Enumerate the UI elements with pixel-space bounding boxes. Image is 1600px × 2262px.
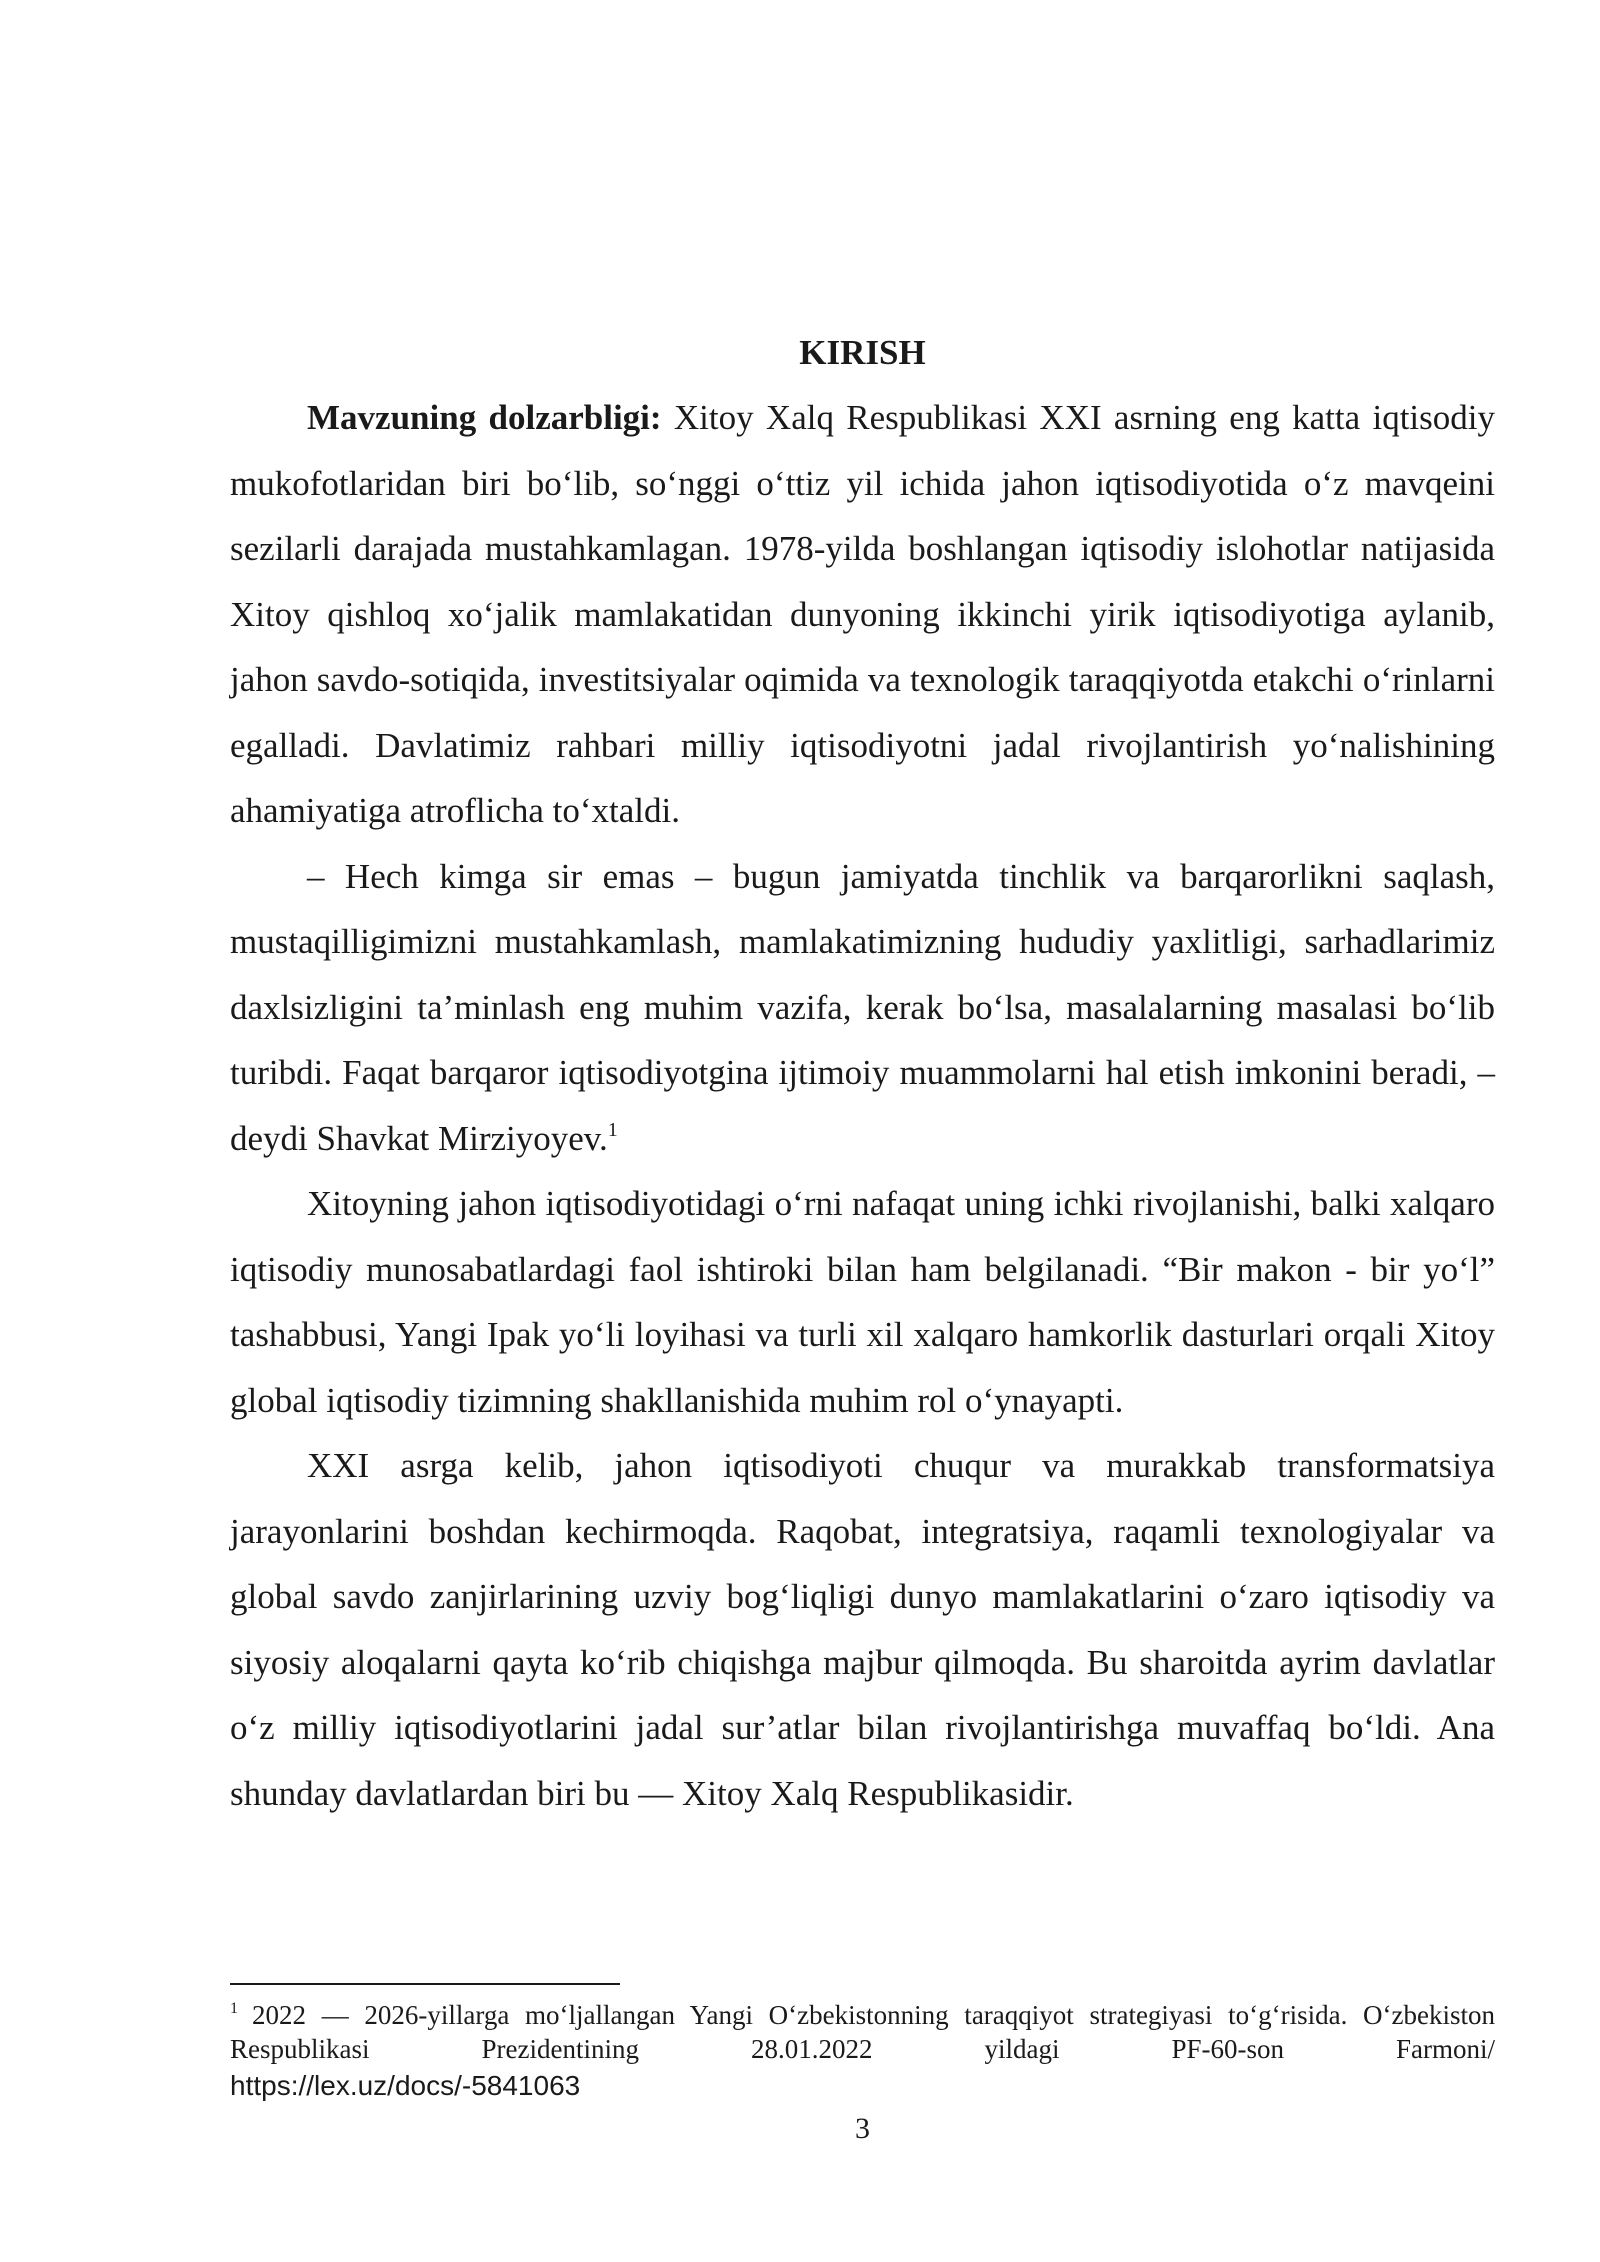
page-number: 3 <box>855 2112 870 2145</box>
paragraph-2 <box>230 844 1495 1172</box>
footnote-reference[interactable]: 1 <box>607 1118 618 1141</box>
paragraph-text: – Hech kimga sir emas – bugun jamiyatda tinchlik va barqarorlikni saqlash, mustaqilligimizni mustahkamlash, mamlakatimizning hududiy yaxlitligi, sarhadlarimiz daxlsizligini ta’minlash eng muhim vazifa, kerak bo‘lsa, masalalarning masalasi bo‘lib turibdi. Faqat barqaror iqtisodiyotgina ijtimoiy muammolarni hal etish imkonini beradi, – deydi Shavkat Mirziyoyev. <box>230 856 1495 1158</box>
document-body <box>230 320 1495 1826</box>
footnote <box>230 1998 1495 2066</box>
paragraph-text: Xitoy Xalq Respublikasi XXI asrning eng katta iqtisodiy mukofotlaridan biri bo‘lib, so‘nggi o‘ttiz yil ichida jahon iqtisodiyotida o‘z mavqeini sezilarli darajada mustahkamlagan. 1978-yilda boshlangan iqtisodiy islohotlar natijasida Xitoy qishloq xo‘jalik mamlakatidan dunyoning ikkinchi yirik iqtisodiyotiga aylanib, jahon savdo-sotiqida, investitsiyalar oqimida va texnologik taraqqiyotda etakchi o‘rinlarni egalladi. Davlatimiz rahbari milliy iqtisodiyotni jadal rivojlantirish yo‘nalishining ahamiyatiga atroflicha to‘xtaldi. <box>230 398 1495 830</box>
footnote-link[interactable]: https://lex.uz/docs/-5841063 <box>230 2070 581 2101</box>
footnote-mark: 1 <box>230 2000 238 2017</box>
footnote-text: 2022 — 2026-yillarga mo‘ljallangan Yangi O‘zbekistonning taraqqiyot strategiyasi to‘g‘risida. O‘zbekiston Respublikasi Prezidentining 28.01.2022 yildagi PF-60-son Farmoni/ <box>230 2000 1495 2064</box>
paragraph-3 <box>230 1171 1495 1433</box>
paragraph-text: Xitoyning jahon iqtisodiyotidagi o‘rni nafaqat uning ichki rivojlanishi, balki xalqaro iqtisodiy munosabatlardagi faol ishtiroki bilan ham belgilanadi. “Bir makon - bir yo‘l” tashabbusi, Yangi Ipak yo‘li loyihasi va turli xil xalqaro hamkorlik dasturlari orqali Xitoy global iqtisodiy tizimning shakllanishida muhim rol o‘ynayapti. <box>230 1184 1495 1420</box>
paragraph-1 <box>230 385 1495 844</box>
paragraph-text: XXI asrga kelib, jahon iqtisodiyoti chuqur va murakkab transformatsiya jarayonlarini boshdan kechirmoqda. Raqobat, integratsiya, raqamli texnologiyalar va global savdo zanjirlarining uzviy bog‘liqligi dunyo mamlakatlarini o‘zaro iqtisodiy va siyosiy aloqalarni qayta ko‘rib chiqishga majbur qilmoqda. Bu sharoitda ayrim davlatlar o‘z milliy iqtisodiyotlarini jadal sur’atlar bilan rivojlantirishga muvaffaq bo‘ldi. Ana shunday davlatlardan biri bu — Xitoy Xalq Respublikasidir. <box>230 1446 1495 1813</box>
paragraph-lead: Mavzuning dolzarbligi: <box>307 398 662 437</box>
footnote-separator <box>230 1983 620 1985</box>
paragraph-4 <box>230 1433 1495 1826</box>
section-heading: KIRISH <box>799 333 926 372</box>
